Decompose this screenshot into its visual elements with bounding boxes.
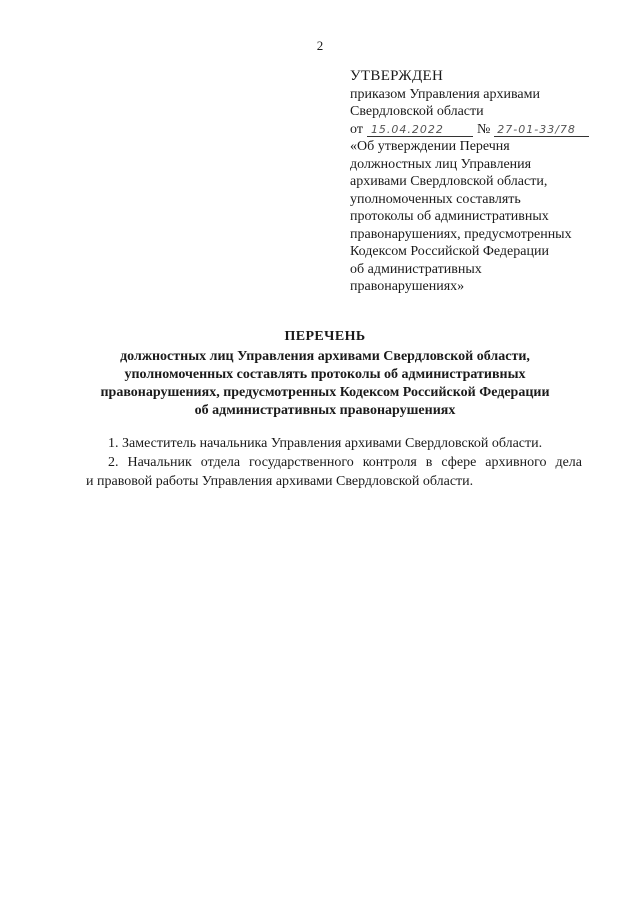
approval-line-order: приказом Управления архивами bbox=[350, 86, 540, 102]
list-item-2-line-2: и правовой работы Управления архивами Свердловской области. bbox=[86, 474, 474, 489]
heading-title: ПЕРЕЧЕНЬ bbox=[284, 329, 366, 344]
handwritten-date: 15.04.2022 bbox=[367, 123, 473, 137]
list-item-2-line-1: 2. Начальник отдела государственного контроля в сфере архивного дела bbox=[108, 455, 582, 470]
date-prefix: от bbox=[350, 121, 363, 137]
approval-date-number-line bbox=[350, 121, 620, 139]
approval-stamp-block bbox=[350, 68, 620, 296]
subject-line: протоколы об административных bbox=[350, 209, 549, 224]
subject-line: уполномоченных составлять bbox=[350, 191, 521, 207]
subject-line: «Об утверждении Перечня bbox=[350, 139, 510, 154]
document-heading bbox=[60, 328, 590, 420]
handwritten-number: 27-01-33/78 bbox=[494, 123, 589, 137]
officials-list bbox=[86, 434, 582, 491]
heading-line: об административных правонарушениях bbox=[194, 403, 456, 418]
number-sign: № bbox=[476, 121, 491, 137]
page-number: 2 bbox=[316, 38, 324, 53]
subject-line: архивами Свердловской области, bbox=[350, 174, 548, 189]
subject-line: должностных лиц Управления bbox=[350, 156, 532, 172]
subject-line: правонарушениях, предусмотренных bbox=[350, 226, 572, 242]
approved-title: УТВЕРЖДЕН bbox=[350, 68, 444, 84]
list-item-1: 1. Заместитель начальника Управления архивами Свердловской области. bbox=[108, 436, 543, 451]
heading-line: правонарушениях, предусмотренных Кодексом Российской Федерации bbox=[100, 385, 550, 400]
heading-line: уполномоченных составлять протоколы об административных bbox=[124, 367, 526, 382]
subject-line: правонарушениях» bbox=[350, 279, 465, 294]
subject-line: Кодексом Российской Федерации bbox=[350, 244, 549, 259]
heading-line: должностных лиц Управления архивами Свердловской области, bbox=[120, 349, 530, 364]
subject-line: об административных bbox=[350, 261, 482, 277]
approval-line-region: Свердловской области bbox=[350, 104, 484, 119]
